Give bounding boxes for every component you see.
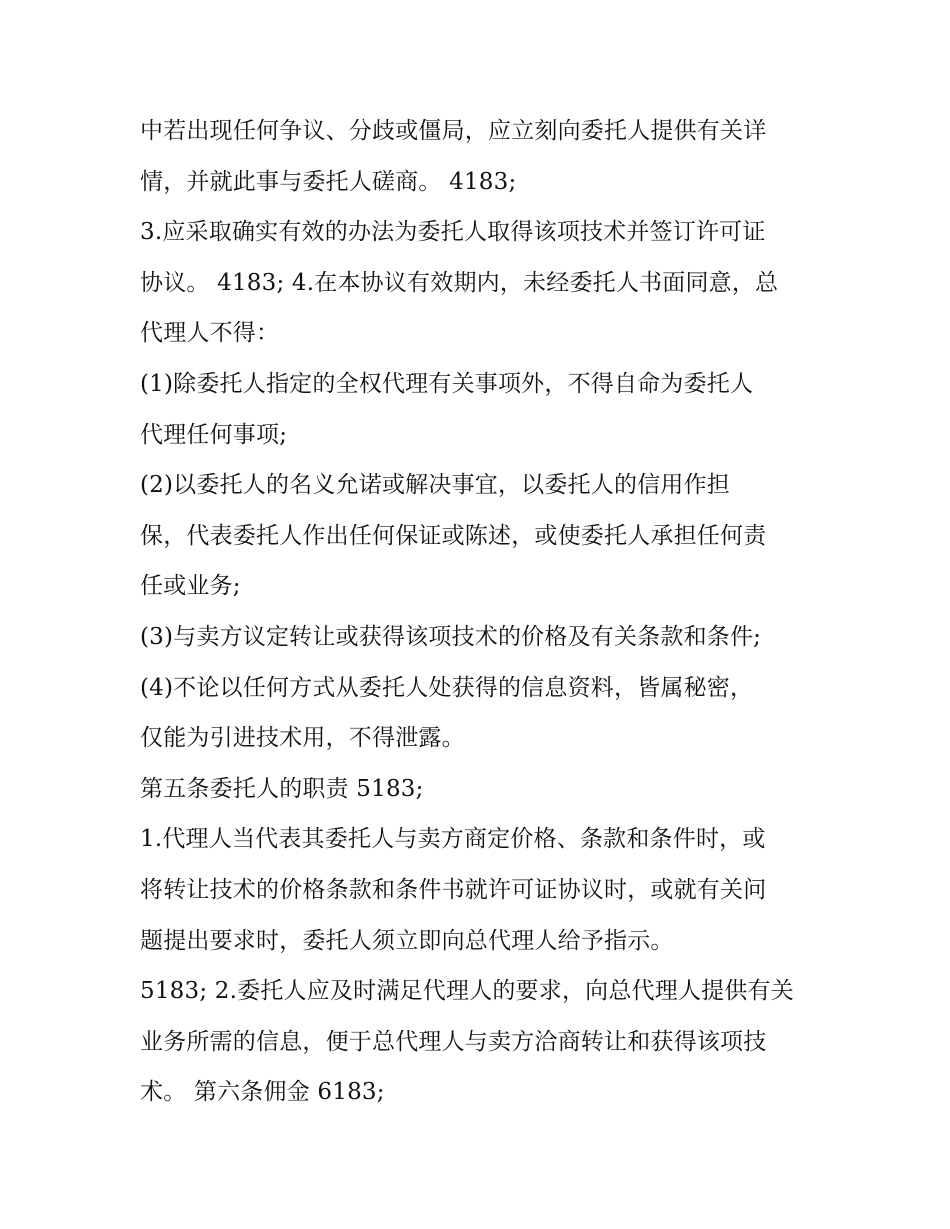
text-line: 代理任何事项; (140, 421, 288, 448)
text-line: 保，代表委托人作出任何保证或陈述，或使委托人承担任何责 (140, 522, 767, 549)
text-line: (4)不论以任何方式从委托人处获得的信息资料，皆属秘密， (140, 674, 754, 701)
section-heading-line: 第五条委托人的职责 5183; (140, 775, 424, 802)
text-line: 将转让技术的价格条款和条件书就许可证协议时，或就有关问 (140, 876, 767, 903)
text-line: 仅能为引进技术用，不得泄露。 (140, 725, 465, 752)
text-line: 1.代理人当代表其委托人与卖方商定价格、条款和条件时，或 (140, 826, 766, 853)
text-line: 中若出现任何争议、分歧或僵局，应立刻向委托人提供有关详 (140, 118, 767, 144)
text-line: 情，并就此事与委托人磋商。 4183; (140, 168, 517, 195)
text-line: (2)以委托人的名义允诺或解决事宜，以委托人的信用作担 (140, 472, 730, 499)
text-line: (1)除委托人指定的全权代理有关事项外，不得自命为委托人 (140, 370, 754, 397)
text-line: 术。 第六条佣金 6183; (140, 1079, 385, 1106)
text-line: 业务所需的信息，便于总代理人与卖方洽商转让和获得该项技 (140, 1028, 767, 1055)
text-line: 代理人不得： (140, 320, 280, 347)
text-line: 5183; 2.委托人应及时满足代理人的要求，向总代理人提供有关 (140, 978, 794, 1005)
text-line: 任或业务; (140, 573, 241, 600)
text-line: 题提出要求时，委托人须立即向总代理人给予指示。 (140, 927, 674, 954)
document-body-text (140, 106, 830, 1118)
text-line: 协议。 4183; 4.在本协议有效期内，未经委托人书面同意，总 (140, 269, 779, 296)
text-line: (3)与卖方议定转让或获得该项技术的价格及有关条款和条件; (140, 623, 762, 650)
text-line: 3.应采取确实有效的办法为委托人取得该项技术并签订许可证 (140, 219, 766, 246)
